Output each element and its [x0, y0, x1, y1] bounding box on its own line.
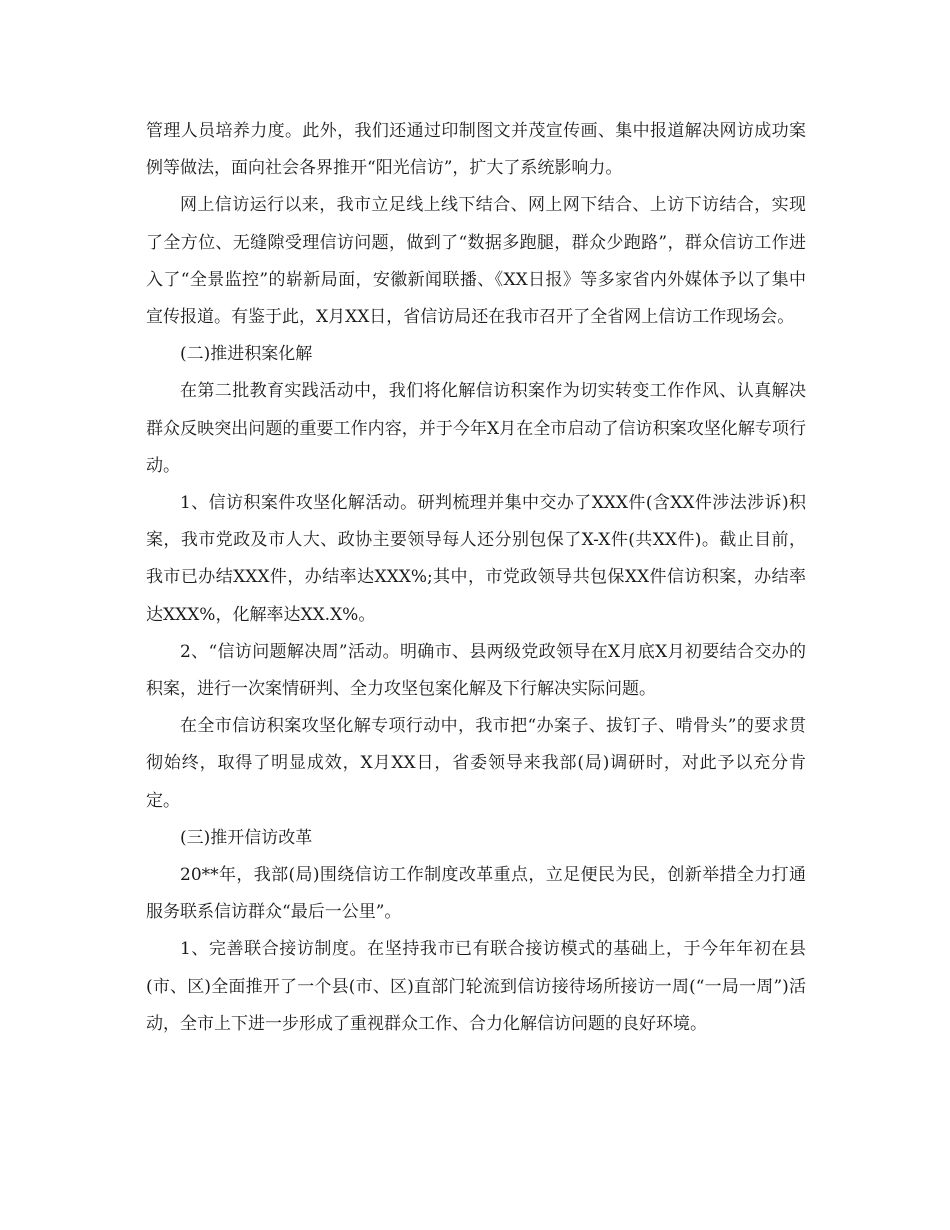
- section-heading: (三)推开信访改革: [180, 827, 313, 848]
- paragraph: 20**年，我部(局)围绕信访工作制度改革重点，立足便民为民，创新举措全力打通服务联系信访群众“最后一公里”。: [146, 865, 806, 923]
- paragraph: 2、“信访问题解决周”活动。明确市、县两级党政领导在X月底X月初要结合交办的积案，进行一次案情研判、全力攻坚包案化解及下行解决实际问题。: [146, 641, 806, 700]
- paragraph: 1、信访积案件攻坚化解活动。研判梳理并集中交办了XXX件(含XX件涉法涉诉)积案，我市党政及市人大、政协主要领导每人还分别包保了X-X件(共XX件)。截止目前，我市已办结XXX件，办结率达XXX%;其中，市党政领导共包保XX件信访积案，办结率达XXX%，化解率达XX.X%。: [146, 493, 806, 625]
- paragraph: 网上信访运行以来，我市立足线上线下结合、网上网下结合、上访下访结合，实现了全方位、无缝隙受理信访问题，做到了“数据多跑腿，群众少跑路”，群众信访工作进入了“全景监控”的崭新局面，安徽新闻联播、《XX日报》等多家省内外媒体予以了集中宣传报道。有鉴于此，X月XX日，省信访局还在我市召开了全省网上信访工作现场会。: [146, 195, 806, 328]
- section-heading: (二)推进积案化解: [180, 344, 313, 365]
- document-body: [146, 113, 806, 1043]
- paragraph: 1、完善联合接访制度。在坚持我市已有联合接访模式的基础上，于今年年初在县(市、区)全面推开了一个县(市、区)直部门轮流到信访接待场所接访一周(“一局一周”)活动，全市上下进一步形成了重视群众工作、合力化解信访问题的良好环境。: [146, 939, 806, 1034]
- paragraph: 在全市信访积案攻坚化解专项行动中，我市把“办案子、拔钉子、啃骨头”的要求贯彻始终，取得了明显成效，X月XX日，省委领导来我部(局)调研时，对此予以充分肯定。: [146, 716, 806, 811]
- paragraph: 管理人员培养力度。此外，我们还通过印制图文并茂宣传画、集中报道解决网访成功案例等做法，面向社会各界推开“阳光信访”，扩大了系统影响力。: [146, 121, 806, 179]
- paragraph: 在第二批教育实践活动中，我们将化解信访积案作为切实转变工作作风、认真解决群众反映突出问题的重要工作内容，并于今年X月在全市启动了信访积案攻坚化解专项行动。: [146, 381, 806, 476]
